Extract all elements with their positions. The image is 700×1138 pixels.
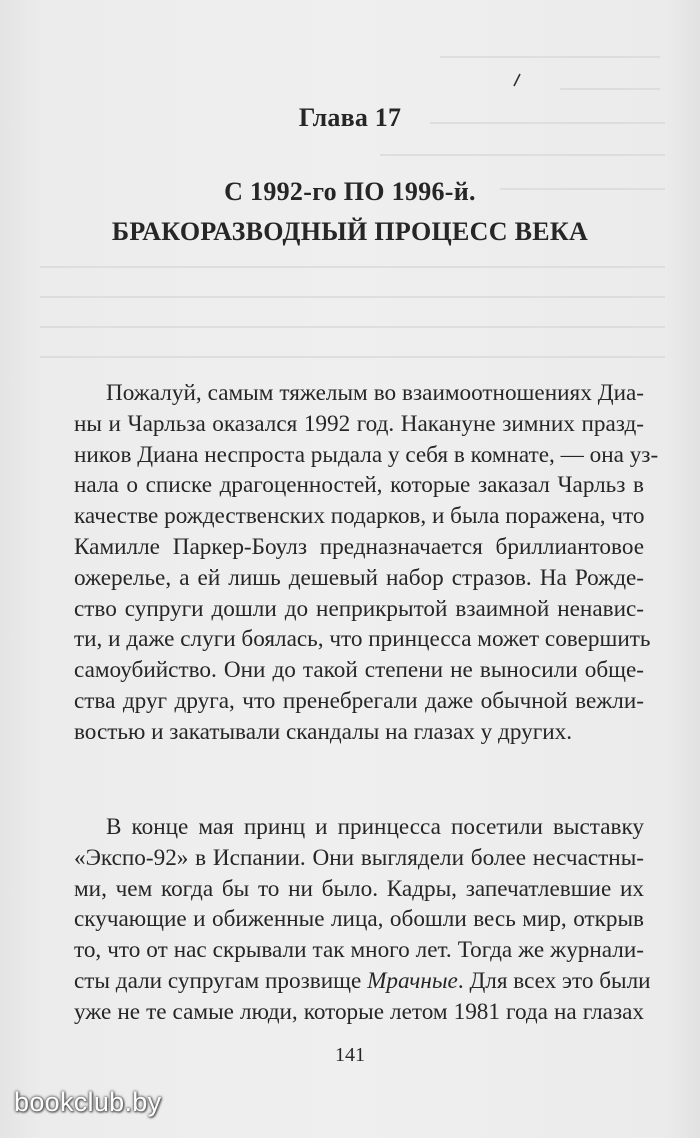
text-line: ми, чем когда бы то ни было. Кадры, запечатлевшие их: [74, 875, 644, 902]
text-line: самоубийство. Они до такой степени не выносили обще-: [74, 657, 644, 684]
text-line: В конце мая принц и принцесса посетили выставку: [106, 814, 644, 840]
text-line: нала о списке драгоценностей, которые заказал Чарльз в: [74, 472, 644, 499]
text-line: ти, и даже слуги боялась, что принцесса может совершить: [74, 626, 651, 653]
watermark: bookclub.by: [14, 1087, 162, 1117]
text-line: ожерелье, а ей лишь дешевый набор стразов. На Рожде-: [74, 564, 644, 591]
text-line: «Экспо-92» в Испании. Они выглядели более несчастны-: [74, 844, 644, 871]
text-line: ства друг друга, что пренебрегали даже обычной вежли-: [74, 687, 644, 714]
chapter-title-line-2: БРАКОРАЗВОДНЫЙ ПРОЦЕСС ВЕКА: [111, 217, 589, 246]
text-line: Камилле Паркер-Боулз предназначается бриллиантовое: [74, 533, 644, 560]
italic-nickname: Мрачные: [367, 967, 458, 994]
chapter-label: Глава 17: [298, 103, 402, 132]
chapter-title: [0, 172, 700, 252]
paragraph-1: [74, 378, 659, 748]
text-line: то, что от нас скрывали так много лет. Тогда же журнали-: [74, 937, 644, 964]
text-line: Пожалуй, самым тяжелым во взаимоотношениях Диа-: [106, 380, 644, 406]
page-number: 141: [335, 1044, 365, 1066]
text-line: качестве рождественских подарков, и была поражена, что: [74, 503, 645, 530]
text-line: востью и закатывали скандалы на глазах у других.: [74, 718, 573, 745]
text-segment: . Для всех это были: [457, 967, 651, 994]
text-line: ны и Чарльза оказался 1992 год. Накануне зимних празд-: [74, 410, 644, 437]
text-line: ство супруги дошли до неприкрытой взаимной ненавис-: [74, 595, 644, 622]
chapter-title-line-1: С 1992-го ПО 1996-й.: [224, 177, 476, 206]
text-line: уже не те самые люди, которые летом 1981 года на глазах: [74, 998, 644, 1025]
paragraph-2: [74, 812, 651, 1028]
text-line: скучающие и обиженные лица, обошли весь мир, открыв: [74, 906, 644, 933]
text-segment: сты дали супругам прозвище: [74, 967, 368, 994]
text-line: ников Диана неспроста рыдала у себя в комнате, — она уз-: [74, 441, 659, 468]
pen-mark-icon: [512, 73, 522, 87]
text-line-with-italic: [74, 966, 651, 997]
